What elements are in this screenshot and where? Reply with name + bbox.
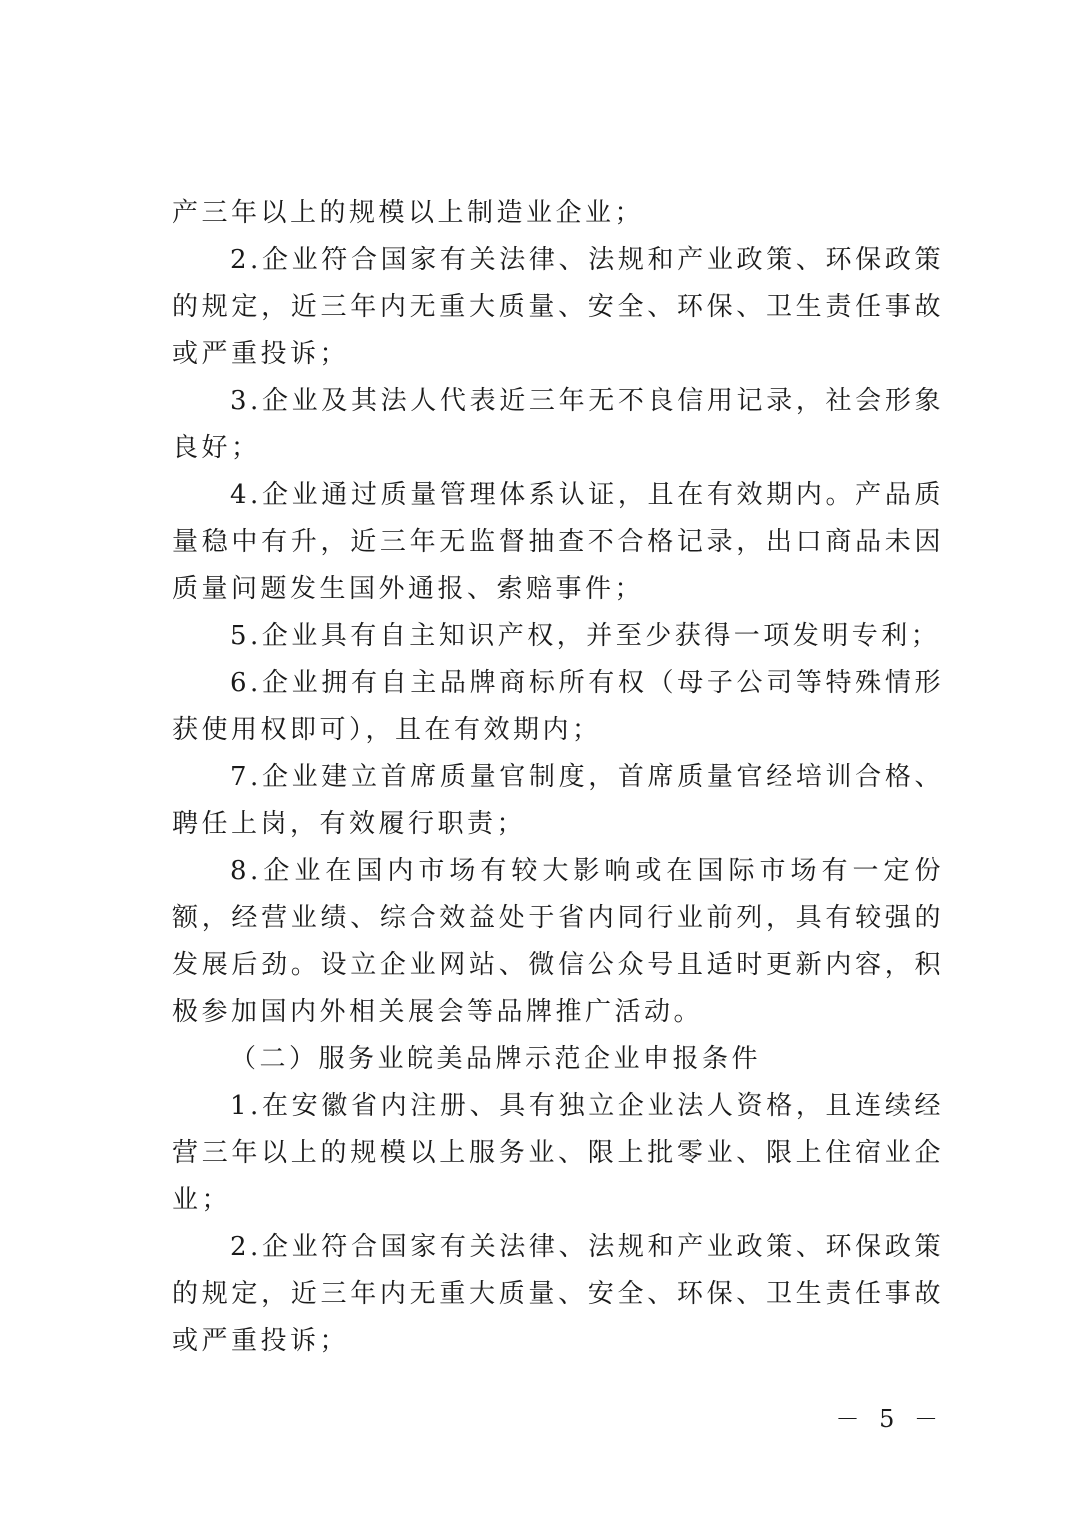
paragraph-service-item-2: 2.企业符合国家有关法律、法规和产业政策、环保政策的规定，近三年内无重大质量、安全、环保、卫生责任事故或严重投诉；	[172, 1232, 944, 1356]
paragraph-item-5: 5.企业具有自主知识产权，并至少获得一项发明专利；	[230, 621, 941, 651]
section-heading: （二）服务业皖美品牌示范企业申报条件	[230, 1044, 762, 1074]
paragraph-item-4: 4.企业通过质量管理体系认证，且在有效期内。产品质量稳中有升，近三年无监督抽查不合格记录，出口商品未因质量问题发生国外通报、索赔事件；	[172, 480, 944, 604]
paragraph-item-3: 3.企业及其法人代表近三年无不良信用记录，社会形象良好；	[172, 386, 944, 463]
paragraph-service-item-1: 1.在安徽省内注册、具有独立企业法人资格，且连续经营三年以上的规模以上服务业、限上批零业、限上住宿业企业；	[172, 1091, 944, 1215]
paragraph-item-6: 6.企业拥有自主品牌商标所有权（母子公司等特殊情形获使用权即可），且在有效期内；	[172, 668, 944, 745]
paragraph-item-8: 8.企业在国内市场有较大影响或在国际市场有一定份额，经营业绩、综合效益处于省内同行业前列，具有较强的发展后劲。设立企业网站、微信公众号且适时更新内容，积极参加国内外相关展会等品牌推广活动。	[172, 856, 944, 1027]
paragraph-continuation: 产三年以上的规模以上制造业企业；	[172, 198, 645, 228]
body-text	[172, 190, 944, 1365]
paragraph-item-2: 2.企业符合国家有关法律、法规和产业政策、环保政策的规定，近三年内无重大质量、安全、环保、卫生责任事故或严重投诉；	[172, 245, 944, 369]
page-number: － 5 －	[835, 1405, 944, 1433]
paragraph-item-7: 7.企业建立首席质量官制度，首席质量官经培训合格、聘任上岗，有效履行职责；	[172, 762, 944, 839]
